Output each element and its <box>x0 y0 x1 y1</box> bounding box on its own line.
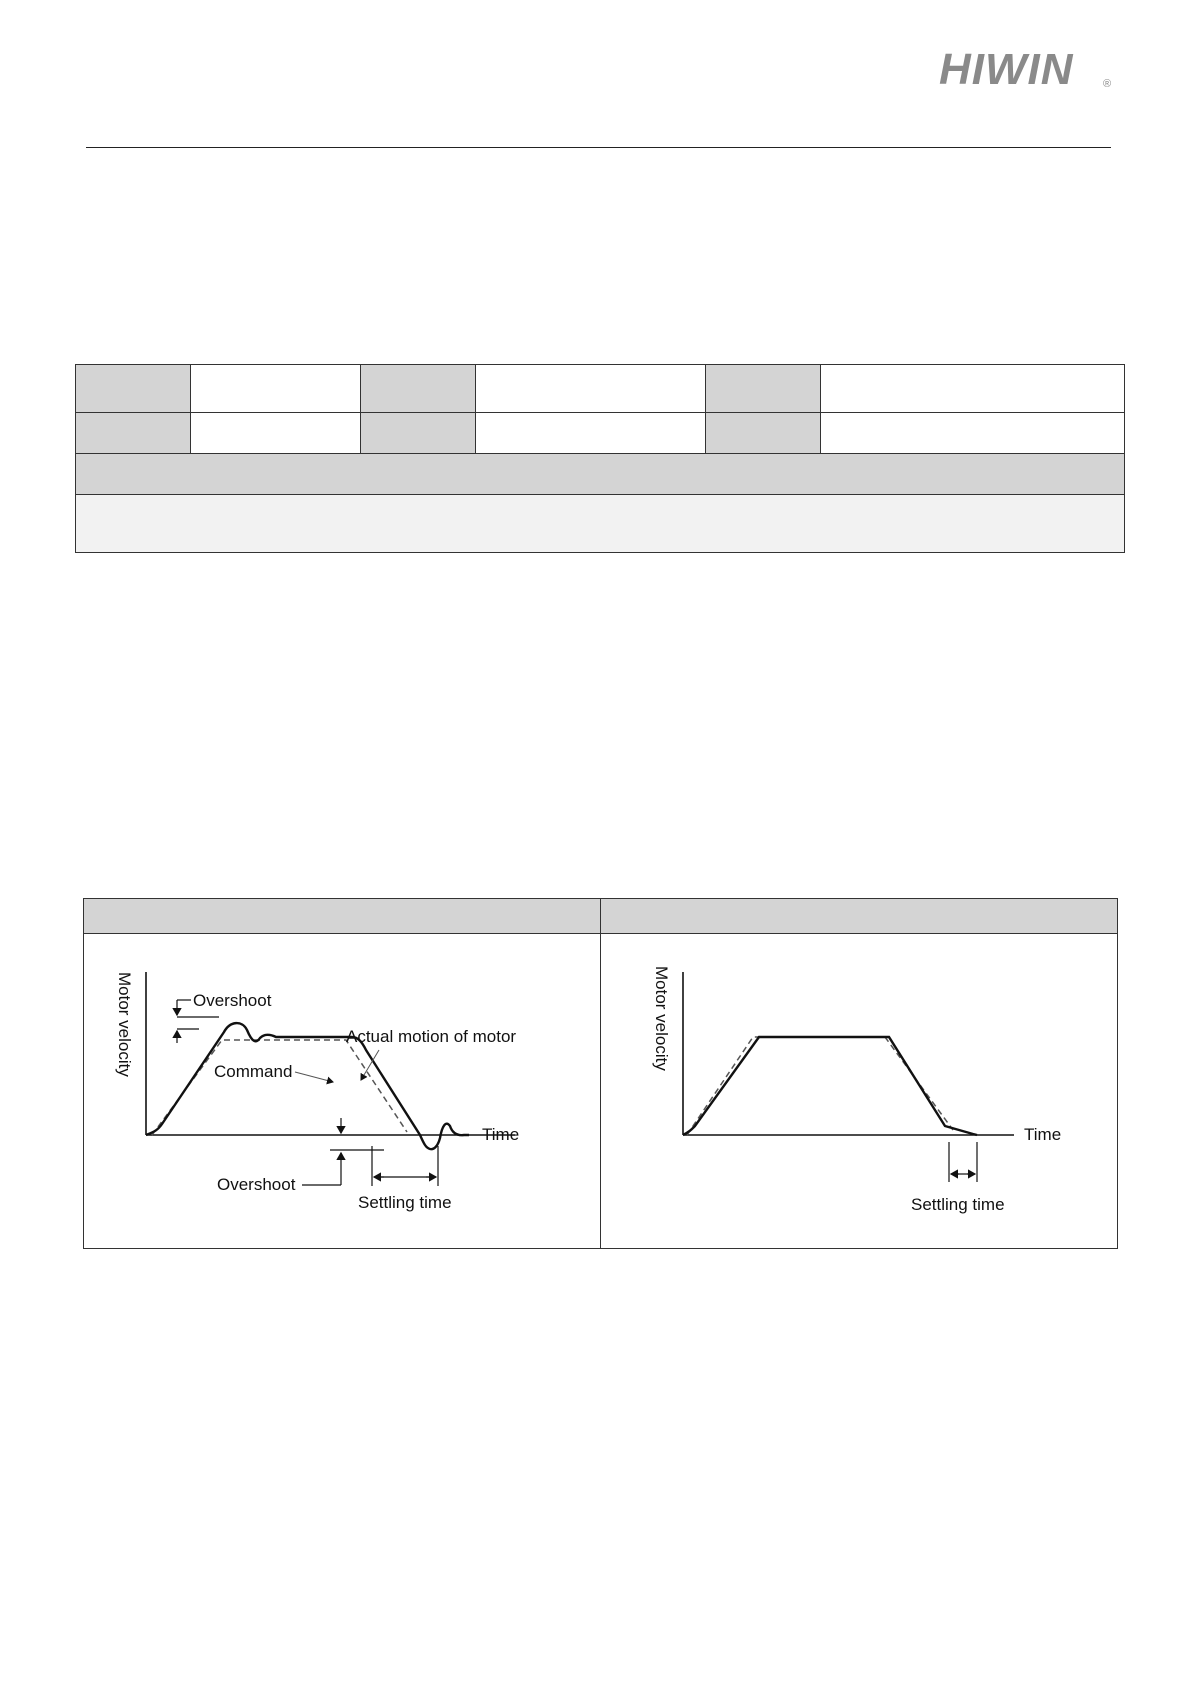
table-row <box>76 365 1125 413</box>
overshoot-bottom-label: Overshoot <box>217 1175 296 1194</box>
x-axis-label: Time <box>1024 1125 1062 1144</box>
hiwin-logo <box>935 44 1115 94</box>
table-row <box>76 454 1125 495</box>
param-label-cell <box>361 413 476 454</box>
command-label: Command <box>214 1062 293 1081</box>
figure-cell-overshoot <box>84 934 601 1249</box>
param-value-cell <box>821 365 1125 413</box>
param-label-cell <box>76 413 191 454</box>
y-axis-label: Motor velocity <box>652 966 671 1071</box>
table-row <box>76 413 1125 454</box>
y-axis-label: Motor velocity <box>115 972 134 1077</box>
param-value-cell <box>476 365 706 413</box>
section-band <box>76 454 1125 495</box>
settling-time-label: Settling time <box>911 1195 1005 1214</box>
comparison-header-right <box>601 899 1118 934</box>
param-label-cell <box>76 365 191 413</box>
description-cell <box>76 495 1125 553</box>
velocity-figure-overshoot <box>84 934 600 1248</box>
param-label-cell <box>706 365 821 413</box>
logo-text: HIWIN <box>939 45 1074 94</box>
param-value-cell <box>821 413 1125 454</box>
actual-motion-label: Actual motion of motor <box>346 1027 517 1046</box>
comparison-table <box>83 898 1118 1249</box>
header-rule <box>86 147 1111 148</box>
param-label-cell <box>706 413 821 454</box>
comparison-header-left <box>84 899 601 934</box>
registered-mark: ® <box>1103 78 1112 90</box>
x-axis-label: Time <box>482 1125 520 1144</box>
figure-cell-no-overshoot <box>601 934 1118 1249</box>
parameter-table <box>75 364 1125 553</box>
param-value-cell <box>191 365 361 413</box>
table-row <box>76 495 1125 553</box>
param-value-cell <box>191 413 361 454</box>
overshoot-top-label: Overshoot <box>193 991 272 1010</box>
param-label-cell <box>361 365 476 413</box>
table-row <box>84 899 1118 934</box>
table-row <box>84 934 1118 1249</box>
settling-time-label: Settling time <box>358 1193 452 1212</box>
command-curve <box>687 1037 953 1135</box>
velocity-figure-no-overshoot <box>601 934 1117 1248</box>
param-value-cell <box>476 413 706 454</box>
actual-motion-curve <box>683 1037 977 1135</box>
